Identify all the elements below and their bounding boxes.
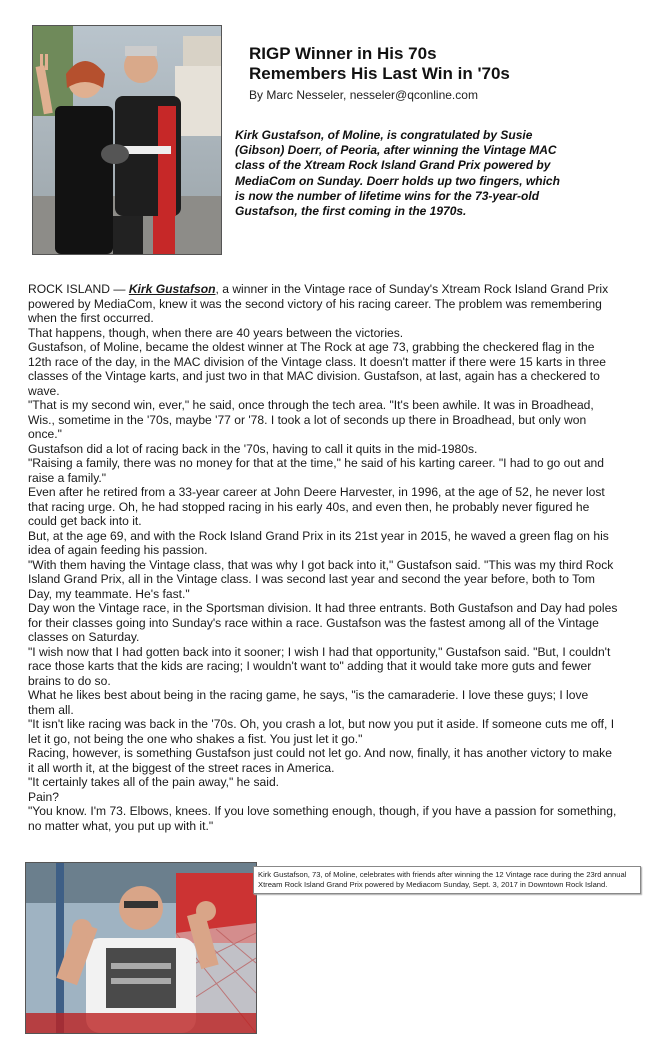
paragraph: Gustafson did a lot of racing back in the '70s, having to call it quits in the mid-1980s.: [28, 441, 478, 456]
paragraph: Racing, however, is something Gustafson just could not let go. And now, finally, it has another victory to make it all worth it, at the biggest of the street races in America.: [28, 746, 612, 775]
paragraph: "It isn't like racing was back in the '70s. Oh, you crash a lot, but now you put it aside. If someone cuts me off, I let it go, not being the one who shakes a fist. You just let it go.": [28, 717, 615, 746]
paragraph: "With them having the Vintage class, that was why I got back into it," Gustafson said. "This was my third Rock Island Grand Prix, all in the Vintage class. I was second last year and second the year before, both to Tom Day, my teammate. He's fast.": [28, 557, 614, 601]
photo-celebration-top: [32, 25, 222, 255]
paragraph: Day won the Vintage race, in the Sportsman division. It had three entrants. Both Gustafson and Day had poles for their classes going into Sunday's race within a race. Gustafson was the fastest among all of the Vintage classes on Saturday.: [28, 601, 618, 644]
lead-paragraph: [28, 282, 618, 326]
paragraph: Pain?: [28, 789, 59, 804]
paragraph: "I wish now that I had gotten back into it sooner; I wish I had that opportunity," Gustafson said. "But, I couldn't race those karts that the kids are racing; I wouldn't want to" adding that it would take more guts and fewer brains to do so.: [28, 644, 611, 688]
paragraph: "You know. I'm 73. Elbows, knees. If you love something enough, though, if you have a passion for something, no matter what, you put up with it.": [28, 804, 617, 833]
byline: By Marc Nesseler, nesseler@qconline.com: [249, 88, 478, 102]
headline-line-2: Remembers His Last Win in '70s: [249, 64, 510, 83]
photo-caption-bottom: Kirk Gustafson, 73, of Moline, celebrates with friends after winning the 12 Vintage race during the 23rd annual Xtream Rock Island Grand Prix powered by Mediacom Sunday, Sept. 3, 2017 in Downtown Rock Island.: [253, 866, 641, 894]
photo-bottom-illustration: [26, 863, 256, 1033]
dateline: ROCK ISLAND —: [28, 282, 129, 296]
article-body: [28, 282, 618, 833]
headline-line-1: RIGP Winner in His 70s: [249, 44, 437, 63]
author-link[interactable]: Kirk Gustafson: [128, 282, 216, 296]
paragraph: "Raising a family, there was no money for that at the time," he said of his karting career. "I had to go out and raise a family.": [28, 456, 604, 485]
paragraph: "It certainly takes all of the pain away," he said.: [28, 775, 280, 789]
paragraph: What he likes best about being in the racing game, he says, "is the camaraderie. I love these guys; I love them all.: [28, 688, 589, 717]
photo-caption-top: Kirk Gustafson, of Moline, is congratulated by Susie (Gibson) Doerr, of Peoria, after winning the Vintage MAC class of the Xtream Rock Island Grand Prix powered by MediaCom on Sunday. Doerr holds up two fingers, which is now the number of lifetime wins for the 73-year-old Gustafson, the first coming in the 1970s.: [235, 128, 560, 219]
headline: [249, 44, 629, 84]
paragraph: That happens, though, when there are 40 years between the victories.: [28, 325, 404, 340]
paragraph: Even after he retired from a 33-year career at John Deere Harvester, in 1996, at the age of 52, he never lost that racing urge. Oh, he had stopped racing in his early 40s, and even then, he probably never figured he could get back into it.: [28, 485, 605, 528]
paragraph: But, at the age 69, and with the Rock Island Grand Prix in its 21st year in 2015, he waved a green flag on his idea of again feeding his passion.: [28, 528, 609, 557]
paragraph: Gustafson, of Moline, became the oldest winner at The Rock at age 73, grabbing the checkered flag in the 12th race of the day, in the MAC division of the Vintage class. It doesn't matter if there were 15 karts in three classes of the Vintage karts, and just two in that MAC division. Gustafson, at last, again has a checkered to wave.: [28, 340, 606, 398]
paragraph: "That is my second win, ever," he said, once through the tech area. "It's been awhile. It was in Broadhead, Wis., sometime in the '70s, maybe '77 or '78. I took a lot of seconds up there in Broadhead, but only won once.": [28, 398, 594, 441]
lead-text: , a winner in the Vintage race of Sunday's Xtream Rock Island Grand Prix powered by MediaCom, knew it was the second victory of his racing career. The problem was remembering when the first occurred.: [28, 282, 609, 325]
photo-top-illustration: [33, 26, 221, 254]
photo-celebration-bottom: [25, 862, 257, 1034]
